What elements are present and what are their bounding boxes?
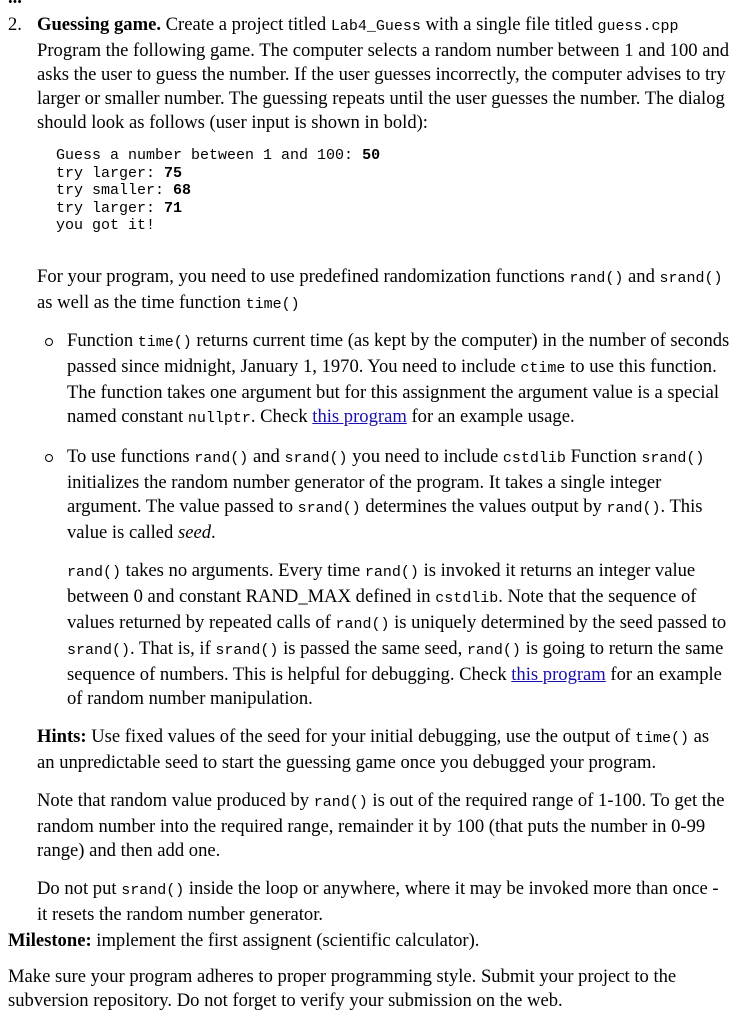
code-srand: srand() xyxy=(659,269,723,287)
emphasis-seed: seed xyxy=(178,521,212,543)
bullet-rand-srand xyxy=(37,445,730,711)
srand-note-paragraph xyxy=(37,877,730,927)
bullet-text: is passed the same seed, xyxy=(278,637,467,659)
milestone-label: Milestone: xyxy=(8,930,92,951)
bullet-text: is uniquely determined by the seed passed to xyxy=(389,611,727,633)
truncated-item-marker xyxy=(8,0,22,10)
code-time: time() xyxy=(245,295,300,313)
dialog-user-input: 68 xyxy=(173,182,192,199)
this-program-link-time[interactable]: this program xyxy=(312,405,407,427)
dialog-example xyxy=(56,147,730,235)
code-time: time() xyxy=(137,333,192,351)
item-title: Guessing game. xyxy=(37,14,161,35)
bullet-text: . xyxy=(211,521,216,543)
code-rand: rand() xyxy=(364,563,419,581)
circle-bullet-icon xyxy=(45,454,53,462)
sub-bullet-list xyxy=(37,329,730,711)
bullet-text: To use functions xyxy=(67,445,195,467)
code-rand: rand() xyxy=(194,449,249,467)
item-number: 2. xyxy=(8,14,22,35)
bullet-text: determines the values output by xyxy=(360,495,607,517)
bullet-text: is invoked it returns an integer value between 0 and constant RAND_MAX defined in xyxy=(67,559,696,607)
code-srand: srand() xyxy=(641,449,705,467)
code-srand: srand() xyxy=(67,641,131,659)
paragraph-text: Use fixed values of the seed for your initial debugging, use the output of xyxy=(86,725,635,747)
code-rand: rand() xyxy=(313,793,368,811)
list-item-guessing-game xyxy=(8,13,730,927)
intro-text: Program the following game. The computer selects a random number between 1 and 100 and asks the user to guess the number. If the user guesses incorrectly, the computer advises to try larger or smaller number. The guessing repeats until the user guesses the number. The dialog should look as follows (user input is shown in bold): xyxy=(37,40,730,133)
paragraph-text: implement the first assignent (scientific calculator). xyxy=(91,930,480,951)
bullet-text: initializes the random number generator of the program. It takes a single integer argument. The value passed to xyxy=(67,471,662,517)
dialog-prompt: try smaller: xyxy=(56,182,174,199)
dialog-user-input: 50 xyxy=(362,147,381,164)
bullet-text: you need to include xyxy=(347,445,503,467)
file-name-code: guess.cpp xyxy=(597,18,679,35)
dialog-prompt: Guess a number between 1 and 100: xyxy=(56,147,363,164)
code-cstdlib: cstdlib xyxy=(502,449,566,467)
bullet-text: and xyxy=(248,445,285,467)
paragraph-text: For your program, you need to use predefined randomization functions xyxy=(37,265,570,287)
intro-paragraph xyxy=(37,13,730,135)
code-rand: rand() xyxy=(335,615,390,633)
dialog-prompt: you got it! xyxy=(56,217,156,234)
bullet-text: . Check xyxy=(250,405,313,427)
paragraph-text: as an unpredictable seed to start the guessing game once you debugged your program. xyxy=(37,725,710,773)
circle-bullet-icon xyxy=(45,338,53,346)
project-name-code: Lab4_Guess xyxy=(330,18,421,35)
code-srand: srand() xyxy=(121,881,185,899)
hints-paragraph xyxy=(37,725,730,775)
code-srand: srand() xyxy=(215,641,279,659)
bullet-text: for an example of random number manipulation. xyxy=(67,663,722,709)
bullet-time-function xyxy=(37,329,730,431)
dialog-prompt: try larger: xyxy=(56,199,165,217)
dialog-user-input: 75 xyxy=(164,164,183,182)
paragraph-text: inside the loop or anywhere, where it may be invoked more than once - it resets the random number generator. xyxy=(37,877,719,925)
bullet-paragraph xyxy=(67,445,730,545)
code-rand: rand() xyxy=(67,563,122,581)
milestone-paragraph xyxy=(8,929,730,953)
paragraph-text: Do not put xyxy=(37,877,122,899)
code-rand: rand() xyxy=(606,499,661,517)
paragraph-text: as well as the time function xyxy=(37,291,246,313)
paragraph-text: is out of the required range of 1-100. To get the random number into the required range, remainder it by 100 (that puts the number in 0-99 range) and then add one. xyxy=(37,789,725,861)
bullet-text: to use this function. The function takes one argument but for this assignment the argument value is a special named constant xyxy=(67,355,719,427)
bullet-text: . Note that the sequence of values returned by repeated calls of xyxy=(67,585,697,633)
code-rand: rand() xyxy=(569,269,624,287)
dialog-prompt: try larger: xyxy=(56,164,165,182)
range-note-paragraph xyxy=(37,789,730,863)
intro-text: Create a project titled xyxy=(160,14,331,35)
bullet-text: Function xyxy=(67,329,138,351)
code-time: time() xyxy=(634,729,689,747)
bullet-text: for an example usage. xyxy=(406,405,575,427)
paragraph-text: Note that random value produced by xyxy=(37,789,314,811)
code-rand: rand() xyxy=(466,641,521,659)
this-program-link-random[interactable]: this program xyxy=(511,663,606,685)
bullet-text: . This value is called xyxy=(67,495,703,543)
bullet-text: Function xyxy=(565,445,642,467)
hints-label: Hints: xyxy=(37,725,87,747)
paragraph-text: and xyxy=(623,265,660,287)
randomization-paragraph xyxy=(37,265,730,317)
code-cstdlib: cstdlib xyxy=(435,589,499,607)
code-ctime: ctime xyxy=(520,359,566,377)
bullet-text: . That is, if xyxy=(130,637,216,659)
intro-text: with a single file titled xyxy=(420,14,598,35)
closing-paragraph: Make sure your program adheres to proper programming style. Submit your project to the subversion repository. Do not forget to verify your submission on the web. xyxy=(8,966,677,1011)
bullet-text: is going to return the same sequence of numbers. This is helpful for debugging. Check xyxy=(67,637,724,685)
bullet-text: returns current time (as kept by the computer) in the number of seconds passed since midnight, January 1, 1970. You need to include xyxy=(67,329,730,377)
code-srand: srand() xyxy=(297,499,361,517)
code-srand: srand() xyxy=(284,449,348,467)
dialog-user-input: 71 xyxy=(164,199,183,217)
bullet-text: takes no arguments. Every time xyxy=(121,559,365,581)
code-nullptr: nullptr xyxy=(187,409,251,427)
bullet-paragraph xyxy=(67,559,730,711)
